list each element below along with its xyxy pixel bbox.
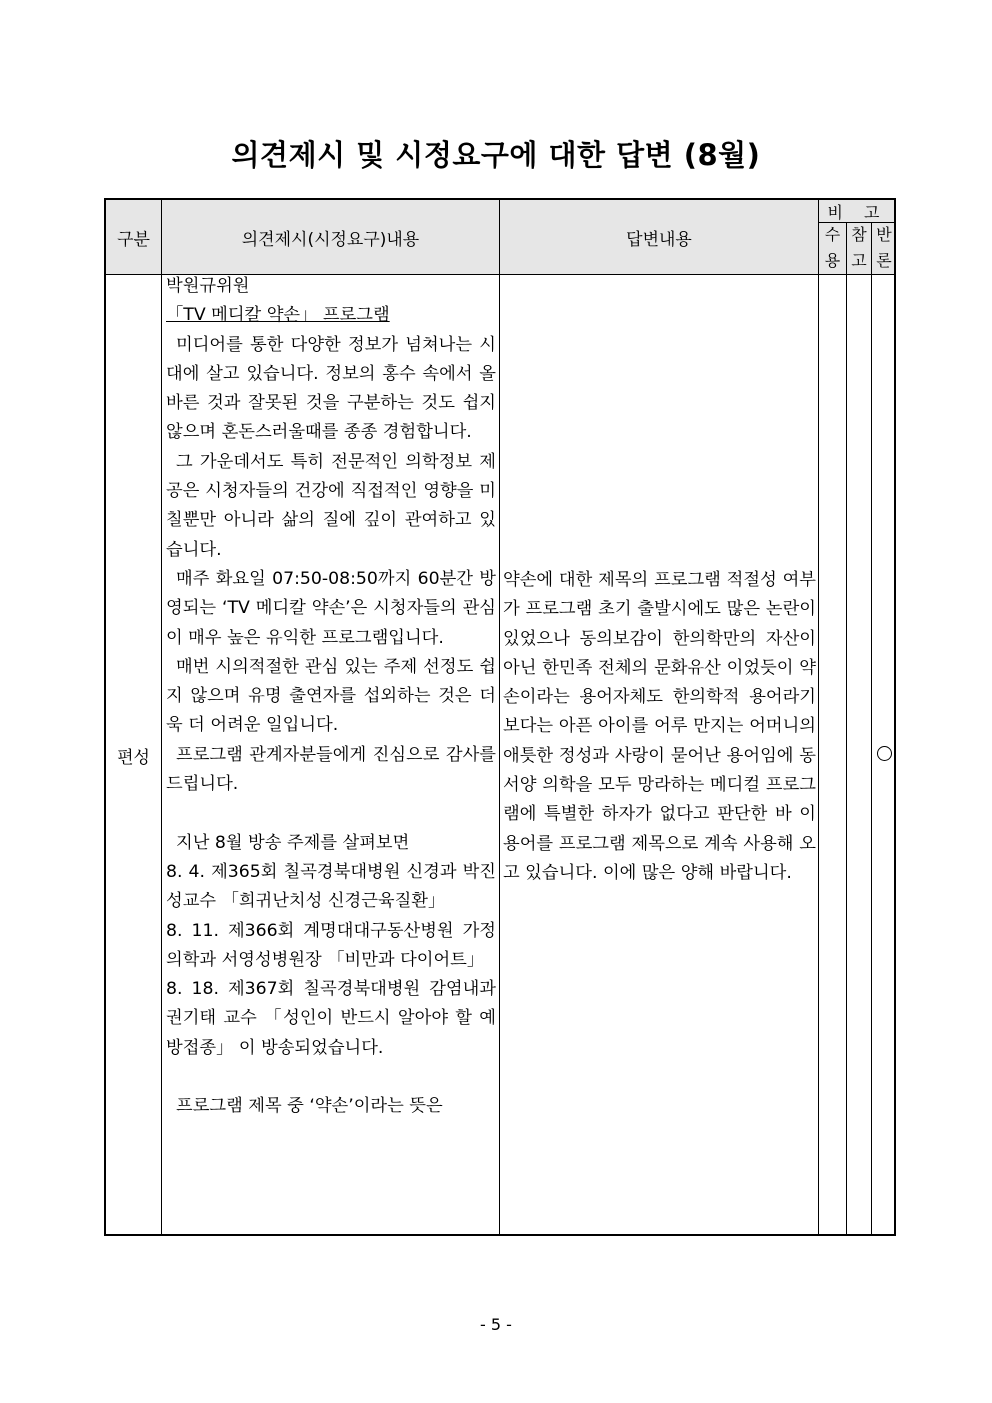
header-rebuttal-char: 반 xyxy=(876,225,892,244)
header-accept xyxy=(819,222,846,274)
header-accept-char: 수 xyxy=(824,225,841,244)
program-title: 「TV 메디칼 약손」 프로그램 xyxy=(166,305,390,326)
blank-line xyxy=(166,1063,496,1092)
column-divider xyxy=(161,200,162,1234)
response-table xyxy=(104,198,896,1236)
header-accept-char: 용 xyxy=(824,251,841,270)
answer-content: 약손에 대한 제목의 프로그램 적절성 여부가 프로그램 초기 출발시에도 많은 논란이 있었으나 동의보감이 한의학만의 자산이 아닌 한민족 전체의 문화유산 이었듯이 약손이라는 용어자체도 한의학적 용어라기 보다는 아픈 아이를 어루 만지는 어머니의 애틋한 정성과 사랑이 묻어난 용어임에 동서양 의학을 모두 망라하는 메디컬 프로그램에 특별한 하자가 없다고 판단한 바 이 용어를 프로그램 제목으로 계속 사용해 오고 있습니다. 이에 많은 양해 바랍니다. xyxy=(503,570,816,883)
topics-intro: 지난 8월 방송 주제를 살펴보면 xyxy=(176,832,410,853)
request-paragraph: 프로그램 관계자분들에게 진심으로 감사를 드립니다. xyxy=(166,744,496,795)
header-reference xyxy=(847,222,871,274)
page-number: - 5 - xyxy=(480,1315,512,1334)
topic-item: 8. 11. 제366회 계명대대구동산병원 가정의학과 서영성병원장 「비만과 다이어트」 xyxy=(166,920,496,970)
request-paragraph: 그 가운데서도 특히 전문적인 의학정보 제공은 시청자들의 건강에 직접적인 영향을 미칠뿐만 아니라 삶의 질에 깊이 관여하고 있습니다. xyxy=(166,451,496,560)
topic-item: 8. 4. 제365회 칠곡경북대병원 신경과 박진성교수 「희귀난치성 신경근육질환」 xyxy=(166,861,496,912)
header-rebuttal xyxy=(872,222,896,274)
column-divider xyxy=(846,222,847,1234)
header-rebuttal-char: 론 xyxy=(876,251,892,270)
header-reference-char: 고 xyxy=(851,251,867,270)
column-divider xyxy=(818,200,819,1234)
blank-line xyxy=(166,799,496,828)
row-category: 편성 xyxy=(117,748,150,768)
request-content xyxy=(166,272,496,1234)
column-divider xyxy=(871,222,872,1234)
topic-item: 8. 18. 제367회 칠곡경북대병원 감염내과 권기태 교수 「성인이 반드시 알아야 할 예방접종」 이 방송되었습니다. xyxy=(166,979,496,1058)
circle-icon xyxy=(877,746,892,761)
request-paragraph: 매주 화요일 07:50-08:50까지 60분간 방영되는 ‘TV 메디칼 약손’은 시청자들의 관심이 매우 높은 유익한 프로그램입니다. xyxy=(166,568,496,648)
header-category: 구분 xyxy=(117,229,150,250)
page-title: 의견제시 및 시정요구에 대한 답변 (8월) xyxy=(231,138,761,172)
header-request: 의견제시(시정요구)내용 xyxy=(241,229,420,250)
request-paragraph: 매번 시의적절한 관심 있는 주제 선정도 쉽지 않으며 유명 출연자를 섭외하는 것은 더욱 더 어려운 일입니다. xyxy=(166,656,496,736)
header-reference-char: 참 xyxy=(851,225,867,244)
column-divider xyxy=(499,200,500,1234)
closing-line: 프로그램 제목 중 ‘약손’이라는 뜻은 xyxy=(176,1096,443,1117)
request-paragraph: 미디어를 통한 다양한 정보가 넘쳐나는 시대에 살고 있습니다. 정보의 홍수 속에서 올바른 것과 잘못된 것을 구분하는 것도 쉽지 않으며 혼돈스러울때를 종종 경험합니다. xyxy=(166,334,496,443)
header-answer: 답변내용 xyxy=(626,229,692,250)
author-name: 박원규위원 xyxy=(166,276,250,296)
header-remarks: 비 고 xyxy=(827,202,888,222)
